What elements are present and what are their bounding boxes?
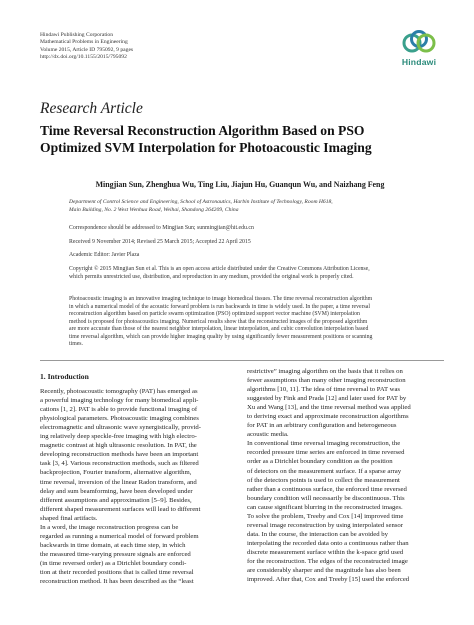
- title-line: Time Reversal Reconstruction Algorithm Based on PSO: [40, 123, 365, 138]
- body-line: of detectors on the measurement surface. If a sparse array: [247, 467, 402, 475]
- section-heading: 1. Introduction: [40, 372, 89, 381]
- abstract-line: method is proposed for photoacoustics imaging. Numerical results show that the reconstructed images of the proposed algorithm: [69, 318, 368, 325]
- copyright: [69, 266, 444, 281]
- body-line: shaped final artifacts.: [40, 514, 98, 522]
- body-line: cations [1, 2]. PAT is able to provide functional imaging of: [40, 406, 198, 414]
- volume-line: Volume 2015, Article ID 795092, 9 pages: [40, 46, 134, 53]
- body-line: reversal image reconstruction by using interpolated sensor: [247, 521, 403, 529]
- right-column: [247, 367, 444, 584]
- body-line: Xu and Wang [13], and the time reversal method was applied: [247, 404, 411, 412]
- body-line: backwards in time domain, at each time step, in which: [40, 541, 186, 549]
- logo-text: Hindawi: [401, 57, 437, 67]
- abstract-line: time reversal algorithm, which can provide higher imaging quality by using significantly fewer measurement positions or scanning: [69, 333, 373, 340]
- body-line: Recently, photoacoustic tomography (PAT) has emerged as: [40, 388, 198, 396]
- body-line: different shaped measurement surfaces will lead to different: [40, 505, 201, 513]
- body-line: restrictive” imaging algorithm on the basis that it relies on: [247, 368, 403, 375]
- body-line: developing reconstruction methods have been an important: [40, 451, 199, 459]
- body-line: reconstruction method. It has been described as the “least: [40, 578, 194, 586]
- body-line: To solve the problem, Treeby and Cox [14] improved time: [247, 512, 404, 520]
- body-line: for PAT in an arbitrary configuration and heterogeneous: [247, 422, 397, 430]
- body-line: data. In the course, the interaction can be avoided by: [247, 530, 388, 538]
- copyright-line: Copyright © 2015 Mingjian Sun et al. This is an open access article distributed under the Creative Commons Attribution License,: [69, 266, 370, 272]
- body-line: time reversal, inversion of the linear Radon transform, and: [40, 478, 197, 486]
- body-line: recorded pressure time series are enforced in time reversed: [247, 449, 405, 457]
- abstract-line: reconstruction algorithm based on particle swarm optimization (PSO) optimized support vector machine (SVM) interpolation: [69, 311, 360, 317]
- abstract-line: Photoacoustic imaging is an innovative imaging technique to image biomedical tissues. The time reversal reconstruction algorithm: [69, 296, 373, 302]
- body-line: a powerful imaging technology for many biomedical appli-: [40, 397, 199, 405]
- section-divider: [40, 360, 444, 361]
- body-line: for the reconstruction. The edges of the reconstructed image: [247, 557, 408, 565]
- body-line: the measured time-varying pressure signals are enforced: [40, 550, 191, 558]
- copyright-line: which permits unrestricted use, distribution, and reproduction in any medium, provided the original work is properly cited.: [69, 273, 354, 280]
- body-line: (in time reversed order) as a Dirichlet boundary condi-: [40, 559, 187, 567]
- body-line: order as a Dirichlet boundary condition as the position: [247, 458, 393, 466]
- correspondence: [69, 225, 444, 233]
- paper-title: [40, 122, 440, 156]
- body-line: physiological parameters. Photoacoustic imaging combines: [40, 415, 199, 423]
- correspondence-line: Correspondence should be addressed to Mingjian Sun; sunmingjian@hit.edu.cn: [69, 225, 254, 231]
- abstract-line: are more accurate than those of the nearest neighbor interpolation, linear interpolation, and cubic convolution interpolation based: [69, 326, 369, 332]
- body-line: electromagnetic and ultrasonic wave synergistically, provid-: [40, 424, 202, 432]
- body-line: are considerably sharper and the magnitude has also been: [247, 567, 401, 575]
- publisher-line: Hindawi Publishing Corporation: [40, 32, 114, 38]
- article-type: Research Article: [40, 100, 143, 117]
- body-line: magnetic contrast at high ultrasonic resolution. In PAT, the: [40, 442, 197, 450]
- editor: [69, 252, 444, 260]
- body-line: rather than a continuous surface, the enforced time reversed: [247, 485, 407, 493]
- body-line: regarded as running a numerical model of forward problem: [40, 532, 199, 540]
- dates-line: Received 9 November 2014; Revised 25 March 2015; Accepted 22 April 2015: [69, 239, 251, 245]
- body-line: backprojection, Fourier transform, alternative algorithm,: [40, 469, 192, 477]
- body-line: of the detectors points is used to collect the measurement: [247, 476, 400, 484]
- title-line: Optimized SVM Interpolation for Photoacoustic Imaging: [40, 140, 372, 156]
- publication-info: [40, 32, 133, 62]
- body-line: In conventional time reversal imaging reconstruction, the: [247, 440, 401, 448]
- affiliation-line: Department of Control Science and Engineering, School of Astronautics, Harbin Institute of Technology, Room H618,: [69, 199, 333, 205]
- publisher-logo: [396, 30, 442, 67]
- abstract: [69, 296, 441, 349]
- hindawi-rings-icon: [402, 30, 436, 56]
- body-line: ing relatively deep speckle-free imaging with high electro-: [40, 433, 197, 441]
- body-line: to deriving exact and approximate reconstruction algorithms: [247, 413, 409, 421]
- dates: [69, 239, 444, 247]
- affiliation-line: Main Building, No. 2 West Wenhua Road, Weihai, Shandong 264209, China: [69, 206, 239, 213]
- body-line: suggested by Fink and Prada [12] and later used for PAT by: [247, 395, 407, 403]
- author-list: Mingjian Sun, Zhenghua Wu, Ting Liu, Jiajun Hu, Guanqun Wu, and Naizhang Feng: [95, 180, 385, 189]
- body-line: delay and sum beamforming, have been developed under: [40, 487, 193, 495]
- body-line: algorithms [10, 11]. The idea of time reversal to PAT was: [247, 386, 401, 394]
- left-column: [40, 372, 237, 586]
- abstract-line: times.: [69, 341, 84, 347]
- body-line: tion at their recorded positions that is called time reversal: [40, 568, 194, 576]
- body-line: improved. After that, Cox and Treeby [15] used the enforced: [247, 576, 410, 584]
- body-line: fewer assumptions than many other imaging reconstruction: [247, 377, 406, 385]
- doi-line: http://dx.doi.org/10.1155/2015/795092: [40, 54, 127, 61]
- body-line: different assumptions and approximation [5–9]. Besides,: [40, 496, 192, 504]
- body-line: discrete measurement surface within the k-space grid used: [247, 548, 404, 556]
- journal-line: Mathematical Problems in Engineering: [40, 39, 128, 46]
- affiliation: [69, 199, 439, 214]
- body-line: task [3, 4]. Various reconstruction methods, such as filtered: [40, 460, 199, 468]
- body-line: can cause significant blurring in the reconstructed images.: [247, 503, 403, 511]
- body-line: In a word, the image reconstruction progress can be: [40, 523, 179, 531]
- abstract-line: in which a numerical model of the acoustic forward problem is run backwards in time is widely used. In the paper, a time reversal: [69, 303, 370, 310]
- body-line: acoustic media.: [247, 431, 289, 439]
- body-line: interpolating the recorded data onto a continuous rather than: [247, 539, 409, 547]
- editor-line: Academic Editor: Javier Plaza: [69, 252, 140, 258]
- body-line: boundary condition will necessarily be discontinuous. This: [247, 494, 405, 502]
